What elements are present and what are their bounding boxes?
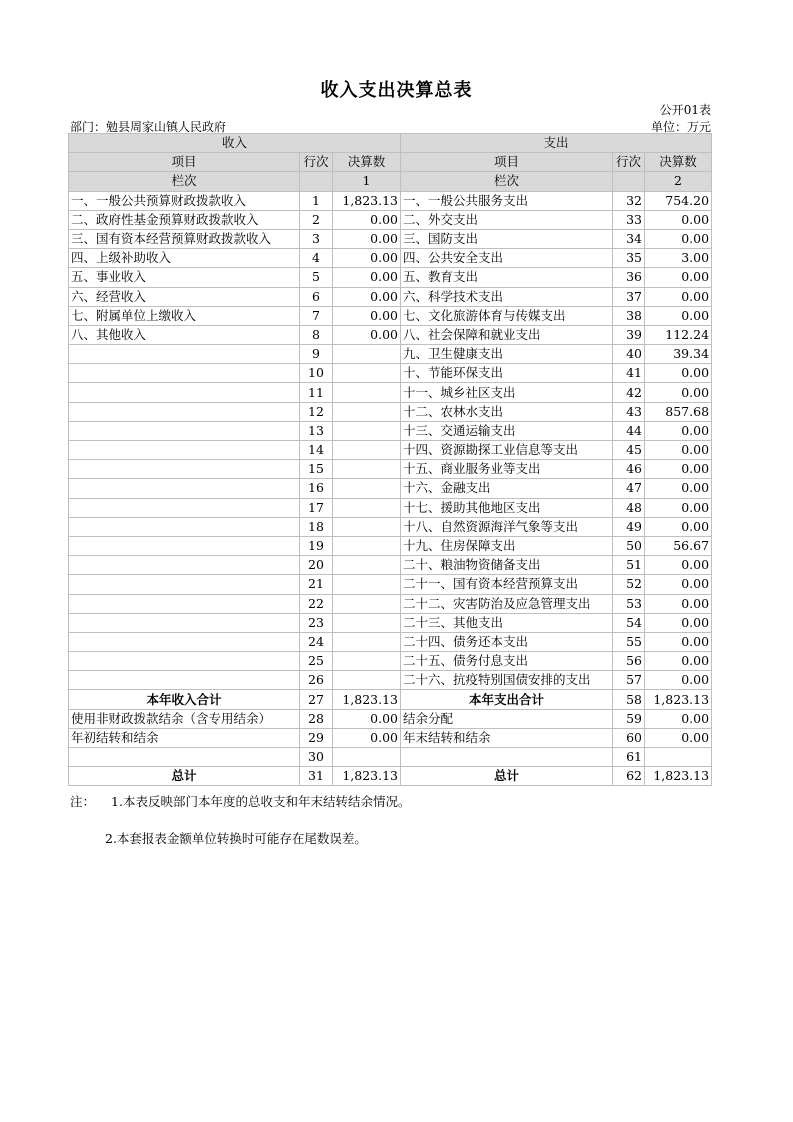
expense-item-header: 项目 bbox=[401, 153, 613, 172]
expense-amount-cell: 0.00 bbox=[645, 498, 712, 517]
table-row bbox=[69, 536, 712, 555]
income-item-cell bbox=[69, 671, 300, 690]
income-amount-cell bbox=[333, 498, 401, 517]
expense-line-cell: 60 bbox=[613, 728, 645, 747]
expense-line-cell: 34 bbox=[613, 229, 645, 248]
income-line-cell: 23 bbox=[300, 613, 333, 632]
expense-item-cell bbox=[401, 748, 613, 767]
table-row bbox=[69, 345, 712, 364]
table-row bbox=[69, 556, 712, 575]
income-amount-cell: 0.00 bbox=[333, 210, 401, 229]
income-item-cell: 七、附属单位上缴收入 bbox=[69, 306, 300, 325]
income-amount-cell: 0.00 bbox=[333, 325, 401, 344]
expense-amount-cell: 0.00 bbox=[645, 652, 712, 671]
expense-line-cell: 43 bbox=[613, 402, 645, 421]
table-row bbox=[69, 671, 712, 690]
income-amount-cell bbox=[333, 613, 401, 632]
expense-amount-cell: 0.00 bbox=[645, 306, 712, 325]
expense-amount-cell: 0.00 bbox=[645, 421, 712, 440]
income-line-cell: 18 bbox=[300, 517, 333, 536]
income-line-cell: 8 bbox=[300, 325, 333, 344]
income-line-cell: 5 bbox=[300, 268, 333, 287]
table-row bbox=[69, 287, 712, 306]
income-item-cell bbox=[69, 594, 300, 613]
income-item-cell bbox=[69, 613, 300, 632]
page-title: 收入支出决算总表 bbox=[320, 80, 473, 101]
expense-amount-cell: 0.00 bbox=[645, 364, 712, 383]
income-line-cell: 22 bbox=[300, 594, 333, 613]
expense-item-cell: 二十、粮油物资储备支出 bbox=[401, 556, 613, 575]
income-line-cell: 30 bbox=[300, 748, 333, 767]
income-line-cell: 3 bbox=[300, 229, 333, 248]
income-amount-cell bbox=[333, 652, 401, 671]
expense-item-cell: 十七、援助其他地区支出 bbox=[401, 498, 613, 517]
expense-item-cell: 二十一、国有资本经营预算支出 bbox=[401, 575, 613, 594]
expense-item-cell: 十一、城乡社区支出 bbox=[401, 383, 613, 402]
income-item-cell: 三、国有资本经营预算财政拨款收入 bbox=[69, 229, 300, 248]
income-item-cell bbox=[69, 632, 300, 651]
expense-item-cell: 二十四、债务还本支出 bbox=[401, 632, 613, 651]
expense-line-cell: 44 bbox=[613, 421, 645, 440]
department-label: 部门：勉县周家山镇人民政府 bbox=[70, 120, 227, 134]
income-item-cell bbox=[69, 364, 300, 383]
expense-line-cell: 39 bbox=[613, 325, 645, 344]
table-row bbox=[69, 325, 712, 344]
income-line-cell: 28 bbox=[300, 709, 333, 728]
expense-amount-cell bbox=[645, 748, 712, 767]
expense-line-cell: 37 bbox=[613, 287, 645, 306]
expense-item-cell: 本年支出合计 bbox=[401, 690, 613, 709]
income-item-cell: 二、政府性基金预算财政拨款收入 bbox=[69, 210, 300, 229]
expense-line-cell: 45 bbox=[613, 441, 645, 460]
income-line-cell: 12 bbox=[300, 402, 333, 421]
expense-line-cell: 55 bbox=[613, 632, 645, 651]
income-amount-cell bbox=[333, 479, 401, 498]
income-amount-cell bbox=[333, 460, 401, 479]
income-item-cell bbox=[69, 441, 300, 460]
expense-header: 支出 bbox=[401, 134, 712, 153]
income-item-cell: 总计 bbox=[69, 767, 300, 786]
expense-amount-cell: 0.00 bbox=[645, 383, 712, 402]
income-amount-cell: 0.00 bbox=[333, 709, 401, 728]
expense-item-cell: 十、节能环保支出 bbox=[401, 364, 613, 383]
expense-amount-cell: 0.00 bbox=[645, 671, 712, 690]
table-row bbox=[69, 594, 712, 613]
table-row bbox=[69, 632, 712, 651]
income-line-cell: 15 bbox=[300, 460, 333, 479]
income-expense-table bbox=[68, 133, 712, 786]
expense-amount-cell: 0.00 bbox=[645, 268, 712, 287]
expense-line-cell: 36 bbox=[613, 268, 645, 287]
income-line-cell: 29 bbox=[300, 728, 333, 747]
income-item-header: 项目 bbox=[69, 153, 300, 172]
table-row bbox=[69, 498, 712, 517]
expense-item-cell: 十九、住房保障支出 bbox=[401, 536, 613, 555]
expense-line-cell: 50 bbox=[613, 536, 645, 555]
income-item-cell bbox=[69, 652, 300, 671]
income-item-cell: 四、上级补助收入 bbox=[69, 249, 300, 268]
expense-item-cell: 十三、交通运输支出 bbox=[401, 421, 613, 440]
expense-line-blank bbox=[613, 172, 645, 191]
income-amount-cell bbox=[333, 441, 401, 460]
expense-line-cell: 49 bbox=[613, 517, 645, 536]
table-row bbox=[69, 383, 712, 402]
table-row bbox=[69, 728, 712, 747]
expense-amount-cell: 1,823.13 bbox=[645, 767, 712, 786]
expense-amount-cell: 112.24 bbox=[645, 325, 712, 344]
income-amount-cell: 1,823.13 bbox=[333, 191, 401, 210]
income-header: 收入 bbox=[69, 134, 401, 153]
income-item-cell: 使用非财政拨款结余（含专用结余） bbox=[69, 709, 300, 728]
income-amount-cell bbox=[333, 402, 401, 421]
income-amount-cell bbox=[333, 632, 401, 651]
income-item-cell: 六、经营收入 bbox=[69, 287, 300, 306]
income-item-cell bbox=[69, 517, 300, 536]
expense-item-cell: 三、国防支出 bbox=[401, 229, 613, 248]
expense-amount-cell: 0.00 bbox=[645, 210, 712, 229]
table-row bbox=[69, 517, 712, 536]
expense-amount-cell: 0.00 bbox=[645, 594, 712, 613]
expense-item-cell: 六、科学技术支出 bbox=[401, 287, 613, 306]
income-line-cell: 27 bbox=[300, 690, 333, 709]
expense-item-cell: 五、教育支出 bbox=[401, 268, 613, 287]
expense-item-cell: 十二、农林水支出 bbox=[401, 402, 613, 421]
expense-amount-cell: 857.68 bbox=[645, 402, 712, 421]
expense-line-cell: 61 bbox=[613, 748, 645, 767]
income-amount-cell: 1,823.13 bbox=[333, 767, 401, 786]
expense-line-cell: 56 bbox=[613, 652, 645, 671]
income-line-cell: 21 bbox=[300, 575, 333, 594]
expense-line-cell: 38 bbox=[613, 306, 645, 325]
income-amount-cell: 0.00 bbox=[333, 728, 401, 747]
income-item-cell bbox=[69, 402, 300, 421]
expense-item-cell: 二十五、债务付息支出 bbox=[401, 652, 613, 671]
income-amount-header: 决算数 bbox=[333, 153, 401, 172]
income-item-cell bbox=[69, 575, 300, 594]
expense-item-cell: 二、外交支出 bbox=[401, 210, 613, 229]
expense-item-cell: 总计 bbox=[401, 767, 613, 786]
expense-line-cell: 48 bbox=[613, 498, 645, 517]
table-row bbox=[69, 652, 712, 671]
income-line-cell: 11 bbox=[300, 383, 333, 402]
expense-amount-cell: 754.20 bbox=[645, 191, 712, 210]
table-row bbox=[69, 479, 712, 498]
income-item-cell bbox=[69, 383, 300, 402]
table-row bbox=[69, 441, 712, 460]
note-prefix: 注： bbox=[70, 794, 96, 809]
income-column-number: 1 bbox=[333, 172, 401, 191]
total-row bbox=[69, 767, 712, 786]
table-row bbox=[69, 613, 712, 632]
expense-amount-cell: 0.00 bbox=[645, 709, 712, 728]
table-row bbox=[69, 229, 712, 248]
income-line-cell: 6 bbox=[300, 287, 333, 306]
income-line-cell: 31 bbox=[300, 767, 333, 786]
table-row bbox=[69, 460, 712, 479]
expense-amount-cell: 0.00 bbox=[645, 479, 712, 498]
expense-item-cell: 十六、金融支出 bbox=[401, 479, 613, 498]
income-line-cell: 20 bbox=[300, 556, 333, 575]
income-amount-cell bbox=[333, 364, 401, 383]
expense-line-cell: 35 bbox=[613, 249, 645, 268]
income-amount-cell: 0.00 bbox=[333, 287, 401, 306]
income-line-cell: 19 bbox=[300, 536, 333, 555]
income-item-cell bbox=[69, 748, 300, 767]
income-line-cell: 25 bbox=[300, 652, 333, 671]
expense-line-cell: 53 bbox=[613, 594, 645, 613]
expense-amount-cell: 0.00 bbox=[645, 441, 712, 460]
note-1 bbox=[70, 792, 410, 810]
expense-amount-cell: 0.00 bbox=[645, 575, 712, 594]
expense-item-cell: 年末结转和结余 bbox=[401, 728, 613, 747]
expense-line-header: 行次 bbox=[613, 153, 645, 172]
table-row bbox=[69, 402, 712, 421]
income-line-cell: 13 bbox=[300, 421, 333, 440]
expense-item-cell: 八、社会保障和就业支出 bbox=[401, 325, 613, 344]
income-amount-cell bbox=[333, 383, 401, 402]
income-line-cell: 26 bbox=[300, 671, 333, 690]
income-amount-cell: 0.00 bbox=[333, 249, 401, 268]
expense-line-cell: 52 bbox=[613, 575, 645, 594]
income-item-cell bbox=[69, 345, 300, 364]
income-item-cell bbox=[69, 498, 300, 517]
header-row-sections bbox=[69, 134, 712, 153]
income-item-cell bbox=[69, 556, 300, 575]
expense-amount-cell: 0.00 bbox=[645, 632, 712, 651]
expense-line-cell: 33 bbox=[613, 210, 645, 229]
form-code: 公开01表 bbox=[659, 103, 711, 117]
income-amount-cell bbox=[333, 421, 401, 440]
income-amount-cell: 0.00 bbox=[333, 268, 401, 287]
note-2: 2.本套报表金额单位转换时可能存在尾数误差。 bbox=[105, 831, 367, 846]
income-line-cell: 7 bbox=[300, 306, 333, 325]
unit-label: 单位：万元 bbox=[650, 120, 711, 134]
expense-amount-cell: 1,823.13 bbox=[645, 690, 712, 709]
expense-amount-cell: 0.00 bbox=[645, 287, 712, 306]
income-item-cell: 本年收入合计 bbox=[69, 690, 300, 709]
table-row bbox=[69, 748, 712, 767]
expense-line-cell: 54 bbox=[613, 613, 645, 632]
expense-item-cell: 二十二、灾害防治及应急管理支出 bbox=[401, 594, 613, 613]
income-amount-cell: 0.00 bbox=[333, 229, 401, 248]
income-amount-cell bbox=[333, 536, 401, 555]
table-row bbox=[69, 421, 712, 440]
income-amount-cell: 1,823.13 bbox=[333, 690, 401, 709]
expense-line-cell: 32 bbox=[613, 191, 645, 210]
expense-line-cell: 51 bbox=[613, 556, 645, 575]
table-row bbox=[69, 575, 712, 594]
income-line-cell: 10 bbox=[300, 364, 333, 383]
expense-amount-cell: 0.00 bbox=[645, 229, 712, 248]
income-amount-cell bbox=[333, 594, 401, 613]
income-line-cell: 1 bbox=[300, 191, 333, 210]
expense-amount-cell: 0.00 bbox=[645, 460, 712, 479]
expense-line-cell: 41 bbox=[613, 364, 645, 383]
expense-item-cell: 二十六、抗疫特别国债安排的支出 bbox=[401, 671, 613, 690]
expense-item-cell: 十五、商业服务业等支出 bbox=[401, 460, 613, 479]
expense-line-cell: 40 bbox=[613, 345, 645, 364]
income-amount-cell bbox=[333, 517, 401, 536]
expense-amount-cell: 0.00 bbox=[645, 613, 712, 632]
header-row-columns bbox=[69, 153, 712, 172]
income-line-cell: 24 bbox=[300, 632, 333, 651]
income-item-cell bbox=[69, 479, 300, 498]
expense-amount-cell: 0.00 bbox=[645, 556, 712, 575]
income-item-cell: 五、事业收入 bbox=[69, 268, 300, 287]
income-line-cell: 2 bbox=[300, 210, 333, 229]
income-line-cell: 16 bbox=[300, 479, 333, 498]
income-column-label: 栏次 bbox=[69, 172, 300, 191]
table-row bbox=[69, 249, 712, 268]
income-amount-cell bbox=[333, 671, 401, 690]
income-item-cell: 八、其他收入 bbox=[69, 325, 300, 344]
note-1-text: 1.本表反映部门本年度的总收支和年末结转结余情况。 bbox=[111, 794, 411, 809]
expense-amount-cell: 3.00 bbox=[645, 249, 712, 268]
income-line-cell: 4 bbox=[300, 249, 333, 268]
expense-column-number: 2 bbox=[645, 172, 712, 191]
expense-line-cell: 59 bbox=[613, 709, 645, 728]
expense-amount-cell: 0.00 bbox=[645, 517, 712, 536]
income-line-cell: 14 bbox=[300, 441, 333, 460]
income-item-cell bbox=[69, 421, 300, 440]
expense-line-cell: 42 bbox=[613, 383, 645, 402]
expense-item-cell: 一、一般公共服务支出 bbox=[401, 191, 613, 210]
subtotal-row bbox=[69, 690, 712, 709]
income-line-blank bbox=[300, 172, 333, 191]
income-item-cell: 年初结转和结余 bbox=[69, 728, 300, 747]
expense-amount-cell: 39.34 bbox=[645, 345, 712, 364]
expense-line-cell: 62 bbox=[613, 767, 645, 786]
income-line-cell: 17 bbox=[300, 498, 333, 517]
income-line-header: 行次 bbox=[300, 153, 333, 172]
expense-amount-cell: 56.67 bbox=[645, 536, 712, 555]
table-row bbox=[69, 191, 712, 210]
expense-line-cell: 58 bbox=[613, 690, 645, 709]
expense-item-cell: 十四、资源勘探工业信息等支出 bbox=[401, 441, 613, 460]
expense-line-cell: 47 bbox=[613, 479, 645, 498]
table-row bbox=[69, 364, 712, 383]
expense-item-cell: 七、文化旅游体育与传媒支出 bbox=[401, 306, 613, 325]
income-amount-cell bbox=[333, 575, 401, 594]
income-item-cell bbox=[69, 460, 300, 479]
income-amount-cell bbox=[333, 345, 401, 364]
table-row bbox=[69, 268, 712, 287]
expense-amount-cell: 0.00 bbox=[645, 728, 712, 747]
income-amount-cell bbox=[333, 748, 401, 767]
expense-amount-header: 决算数 bbox=[645, 153, 712, 172]
income-amount-cell: 0.00 bbox=[333, 306, 401, 325]
expense-line-cell: 46 bbox=[613, 460, 645, 479]
expense-item-cell: 九、卫生健康支出 bbox=[401, 345, 613, 364]
expense-item-cell: 二十三、其他支出 bbox=[401, 613, 613, 632]
expense-item-cell: 十八、自然资源海洋气象等支出 bbox=[401, 517, 613, 536]
table-row bbox=[69, 709, 712, 728]
income-line-cell: 9 bbox=[300, 345, 333, 364]
header-row-column-numbers bbox=[69, 172, 712, 191]
expense-line-cell: 57 bbox=[613, 671, 645, 690]
expense-column-label: 栏次 bbox=[401, 172, 613, 191]
expense-item-cell: 结余分配 bbox=[401, 709, 613, 728]
income-item-cell bbox=[69, 536, 300, 555]
income-item-cell: 一、一般公共预算财政拨款收入 bbox=[69, 191, 300, 210]
income-amount-cell bbox=[333, 556, 401, 575]
table-row bbox=[69, 306, 712, 325]
expense-item-cell: 四、公共安全支出 bbox=[401, 249, 613, 268]
table-row bbox=[69, 210, 712, 229]
